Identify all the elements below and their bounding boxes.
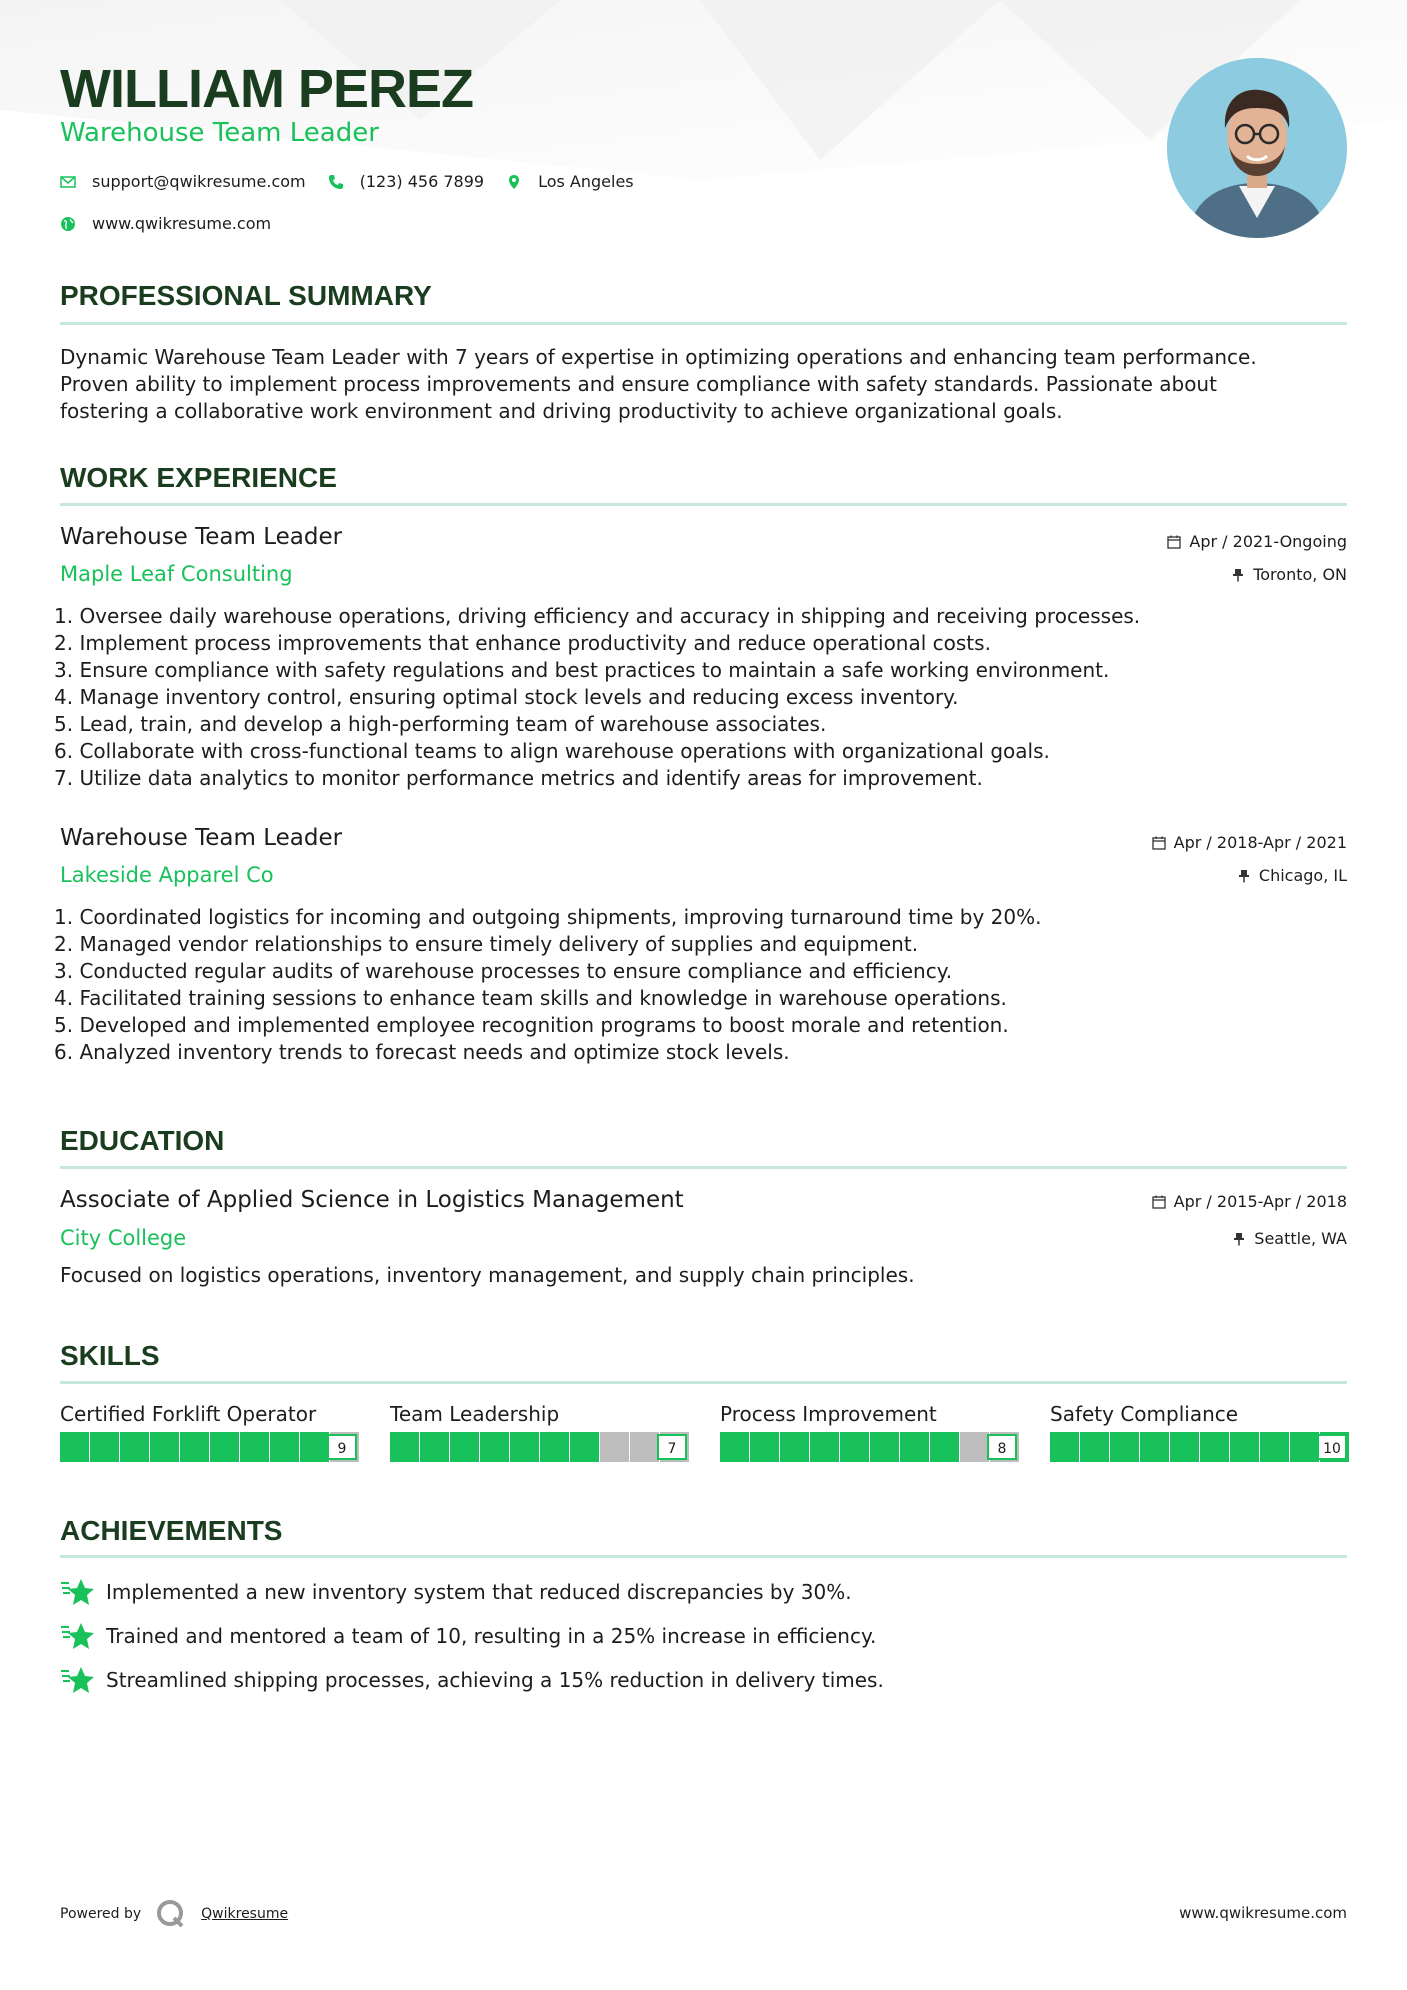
summary-rule <box>60 322 1347 325</box>
skill-segment <box>480 1432 509 1462</box>
star-medal-icon <box>60 1621 94 1651</box>
skill-segment <box>180 1432 209 1462</box>
job-1-duties <box>54 603 1347 792</box>
skill-name: Certified Forklift Operator <box>60 1402 317 1426</box>
skill-score: 10 <box>1323 1441 1341 1457</box>
skill-segment <box>750 1432 779 1462</box>
skill-segment <box>570 1432 599 1462</box>
star-medal-icon <box>60 1665 94 1695</box>
skill-level-bar <box>390 1432 690 1462</box>
qwikresume-link[interactable]: Qwikresume <box>201 1906 289 1922</box>
pushpin-icon <box>1232 1232 1246 1246</box>
pushpin-icon <box>1231 568 1245 582</box>
education-location <box>1232 1229 1347 1248</box>
job-2-duty: 3. Conducted regular audits of warehouse processes to ensure compliance and efficiency. <box>54 959 953 983</box>
skill-segment <box>390 1432 419 1462</box>
skill-segment <box>630 1432 659 1462</box>
skill-score: 8 <box>997 1441 1007 1457</box>
skill-segment <box>420 1432 449 1462</box>
job-2-dates-text: Apr / 2018-Apr / 2021 <box>1173 833 1347 852</box>
job-1-duty: 1. Oversee daily warehouse operations, driving efficiency and accuracy in shipping and receiving processes. <box>54 604 1141 628</box>
skill-segment <box>300 1432 329 1462</box>
website-text: www.qwikresume.com <box>92 214 272 233</box>
job-2-duty: 2. Managed vendor relationships to ensure timely delivery of supplies and equipment. <box>54 932 919 956</box>
job-1-duty: 5. Lead, train, and develop a high-performing team of warehouse associates. <box>54 712 827 736</box>
achievement-item <box>60 1665 884 1695</box>
education-school: City College <box>60 1226 187 1250</box>
skill-name: Safety Compliance <box>1050 1402 1239 1426</box>
job-2-duty: 5. Developed and implemented employee recognition programs to boost morale and retention. <box>54 1013 1009 1037</box>
education-degree: Associate of Applied Science in Logistics Management <box>60 1187 684 1213</box>
footer-branding <box>60 1898 288 1930</box>
skill-segment <box>1260 1432 1289 1462</box>
skill-name: Team Leadership <box>390 1402 560 1426</box>
skill-segment <box>960 1432 989 1462</box>
skill-segment <box>210 1432 239 1462</box>
job-1-location-text: Toronto, ON <box>1253 565 1347 584</box>
map-pin-icon <box>506 174 522 190</box>
job-2-dates <box>1152 833 1347 852</box>
job-2-duties <box>54 904 1347 1066</box>
star-medal-icon <box>60 1577 94 1607</box>
skill-score: 7 <box>667 1441 677 1457</box>
summary-line: Dynamic Warehouse Team Leader with 7 years of expertise in optimizing operations and enhancing team performance. <box>60 345 1257 369</box>
job-1-location <box>1231 565 1347 584</box>
candidate-name: WILLIAM PEREZ <box>60 59 473 119</box>
calendar-icon <box>1152 836 1166 850</box>
job-1-duty: 3. Ensure compliance with safety regulations and best practices to maintain a safe working environment. <box>54 658 1110 682</box>
powered-by-text: Powered by <box>60 1906 142 1922</box>
skills-heading: SKILLS <box>60 1340 160 1371</box>
skill-item <box>1050 1402 1350 1457</box>
job-1-duty: 2. Implement process improvements that enhance productivity and reduce operational costs. <box>54 631 991 655</box>
achievement-item <box>60 1577 852 1607</box>
achievement-text: Trained and mentored a team of 10, resulting in a 25% increase in efficiency. <box>106 1624 877 1648</box>
skill-segment <box>60 1432 89 1462</box>
skill-segment <box>720 1432 749 1462</box>
skill-segment <box>120 1432 149 1462</box>
achievements-rule <box>60 1555 1347 1558</box>
job-1-duty: 4. Manage inventory control, ensuring optimal stock levels and reducing excess inventory. <box>54 685 959 709</box>
skill-segment <box>90 1432 119 1462</box>
skill-segment <box>270 1432 299 1462</box>
experience-heading: WORK EXPERIENCE <box>60 462 337 493</box>
skill-segment <box>510 1432 539 1462</box>
job-2-duty: 1. Coordinated logistics for incoming and outgoing shipments, improving turnaround time by 20%. <box>54 905 1042 929</box>
contact-email[interactable] <box>60 172 306 191</box>
job-1-duty: 7. Utilize data analytics to monitor performance metrics and identify areas for improvement. <box>54 766 983 790</box>
job-2-title: Warehouse Team Leader <box>60 825 343 851</box>
skill-segment <box>1170 1432 1199 1462</box>
contact-location <box>506 172 634 191</box>
job-2-duty: 6. Analyzed inventory trends to forecast needs and optimize stock levels. <box>54 1040 790 1064</box>
skill-segment <box>1290 1432 1319 1462</box>
calendar-icon <box>1167 535 1181 549</box>
achievement-item <box>60 1621 876 1651</box>
education-dates <box>1152 1192 1347 1211</box>
skill-segment <box>810 1432 839 1462</box>
skill-name: Process Improvement <box>720 1402 937 1426</box>
skill-segment <box>780 1432 809 1462</box>
skill-segment <box>840 1432 869 1462</box>
skill-level-bar <box>720 1432 1020 1462</box>
job-1-dates <box>1167 532 1347 551</box>
contact-row-2 <box>60 214 293 233</box>
pushpin-icon <box>1237 869 1251 883</box>
skill-segment <box>150 1432 179 1462</box>
job-2-duty: 4. Facilitated training sessions to enhance team skills and knowledge in warehouse operations. <box>54 986 1007 1010</box>
calendar-icon <box>1152 1195 1166 1209</box>
location-text: Los Angeles <box>538 172 634 191</box>
skill-segment <box>540 1432 569 1462</box>
summary-line: Proven ability to implement process improvements and ensure compliance with safety standards. Passionate about <box>60 372 1217 396</box>
phone-text: (123) 456 7899 <box>359 172 485 191</box>
education-rule <box>60 1166 1347 1169</box>
skill-segment <box>1110 1432 1139 1462</box>
skills-rule <box>60 1381 1347 1384</box>
skill-segment <box>1080 1432 1109 1462</box>
skill-segment <box>930 1432 959 1462</box>
achievement-text: Streamlined shipping processes, achieving a 15% reduction in delivery times. <box>106 1668 884 1692</box>
skill-item <box>60 1402 360 1457</box>
achievement-text: Implemented a new inventory system that reduced discrepancies by 30%. <box>106 1580 852 1604</box>
skill-score: 9 <box>337 1441 347 1457</box>
skill-segment <box>1050 1432 1079 1462</box>
achievements-heading: ACHIEVEMENTS <box>60 1515 283 1546</box>
job-2-company: Lakeside Apparel Co <box>60 863 274 887</box>
contact-website[interactable] <box>60 214 271 233</box>
email-text: support@qwikresume.com <box>92 172 306 191</box>
skill-item <box>720 1402 1020 1457</box>
job-2-location-text: Chicago, IL <box>1258 866 1347 885</box>
skill-segment <box>1140 1432 1169 1462</box>
contact-phone <box>328 172 484 191</box>
job-1-company: Maple Leaf Consulting <box>60 562 293 586</box>
experience-rule <box>60 503 1347 506</box>
education-heading: EDUCATION <box>60 1125 225 1156</box>
phone-icon <box>328 174 344 190</box>
profile-photo <box>1167 58 1347 238</box>
qwikresume-logo-icon <box>155 1898 187 1930</box>
skill-segment <box>900 1432 929 1462</box>
profile-photo-illustration <box>1167 58 1347 238</box>
skill-segment <box>1230 1432 1259 1462</box>
education-description: Focused on logistics operations, inventory management, and supply chain principles. <box>60 1263 915 1287</box>
skill-segment <box>240 1432 269 1462</box>
globe-icon <box>60 216 76 232</box>
skill-segment <box>1200 1432 1229 1462</box>
summary-text <box>60 344 1327 425</box>
summary-line: fostering a collaborative work environment and driving productivity to achieve organizational goals. <box>60 399 1063 423</box>
job-1-title: Warehouse Team Leader <box>60 524 343 550</box>
skill-segment <box>870 1432 899 1462</box>
skill-level-bar <box>60 1432 360 1462</box>
summary-heading: PROFESSIONAL SUMMARY <box>60 280 432 311</box>
envelope-icon <box>60 174 76 190</box>
skill-segment <box>450 1432 479 1462</box>
education-location-text: Seattle, WA <box>1254 1229 1347 1248</box>
candidate-title: Warehouse Team Leader <box>60 118 379 148</box>
job-2-location <box>1237 866 1347 885</box>
footer-url[interactable]: www.qwikresume.com <box>1179 1904 1347 1922</box>
skill-level-bar <box>1050 1432 1350 1462</box>
job-1-dates-text: Apr / 2021-Ongoing <box>1189 532 1347 551</box>
skill-segment <box>600 1432 629 1462</box>
job-1-duty: 6. Collaborate with cross-functional teams to align warehouse operations with organizational goals. <box>54 739 1050 763</box>
contact-row-1 <box>60 172 656 191</box>
skill-item <box>390 1402 690 1457</box>
education-dates-text: Apr / 2015-Apr / 2018 <box>1173 1192 1347 1211</box>
